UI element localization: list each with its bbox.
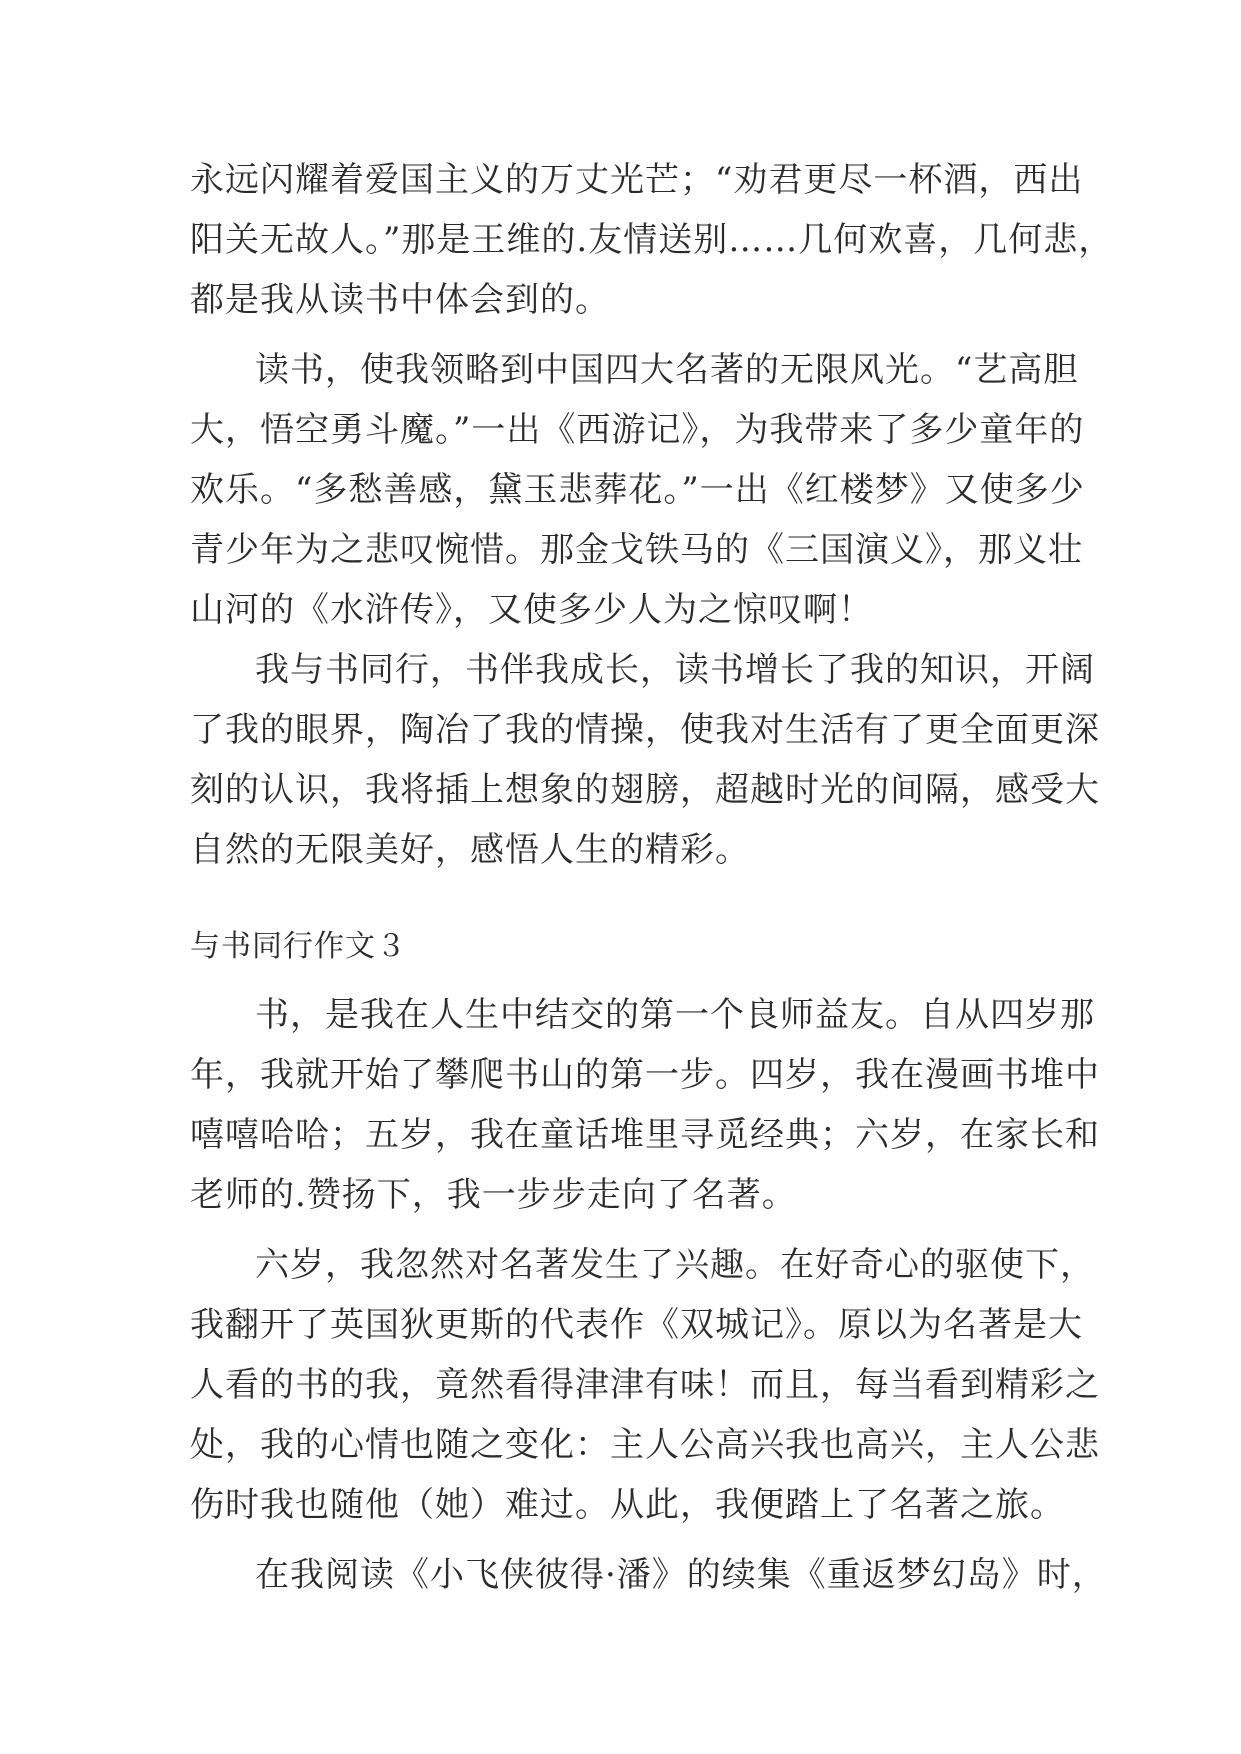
paragraph-first-line: 书，是我在人生中结交的第一个良师益友。自从四岁那 (255, 995, 1095, 1035)
paragraph-first-line: 我与书同行，书伴我成长，读书增长了我的知识，开阔 (255, 650, 1095, 690)
body-text-line: 都是我从读书中体会到的。 (190, 280, 610, 320)
body-text-line: 自然的无限美好，感悟人生的精彩。 (190, 830, 750, 870)
body-text-line: 年，我就开始了攀爬书山的第一步。四岁，我在漫画书堆中 (190, 1055, 1100, 1095)
body-text-line: 刻的认识，我将插上想象的翅膀，超越时光的间隔，感受大 (190, 770, 1100, 810)
body-text-line: 人看的书的我，竟然看得津津有味！而且，每当看到精彩之 (190, 1365, 1100, 1405)
paragraph-first-line: 在我阅读《小飞侠彼得·潘》的续集《重返梦幻岛》时， (255, 1555, 1107, 1595)
paragraph-first-line: 读书，使我领略到中国四大名著的无限风光。“艺高胆 (255, 350, 1079, 390)
body-text-line: 了我的眼界，陶冶了我的情操，使我对生活有了更全面更深 (190, 710, 1100, 750)
body-text-line: 欢乐。“多愁善感，黛玉悲葬花。”一出《红楼梦》又使多少 (190, 470, 1085, 510)
paragraph-first-line: 六岁，我忽然对名著发生了兴趣。在好奇心的驱使下， (255, 1245, 1095, 1285)
body-text-line: 伤时我也随他（她）难过。从此，我便踏上了名著之旅。 (190, 1485, 1065, 1525)
body-text-line: 老师的.赞扬下，我一步步走向了名著。 (190, 1175, 797, 1215)
body-text-line: 处，我的心情也随之变化：主人公高兴我也高兴，主人公悲 (190, 1425, 1100, 1465)
body-text-line: 阳关无故人。”那是王维的.友情送别……几何欢喜，几何悲， (190, 220, 1114, 260)
body-text-line: 嘻嘻哈哈；五岁，我在童话堆里寻觅经典；六岁，在家长和 (190, 1115, 1100, 1155)
body-text-line: 青少年为之悲叹惋惜。那金戈铁马的《三国演义》，那义壮 (190, 530, 1083, 570)
body-text-line: 永远闪耀着爱国主义的万丈光芒；“劝君更尽一杯酒，西出 (190, 160, 1084, 200)
body-text-line: 大，悟空勇斗魔。”一出《西游记》，为我带来了多少童年的 (190, 410, 1085, 450)
body-text-line: 我翻开了英国狄更斯的代表作《双城记》。原以为名著是大 (190, 1305, 1083, 1345)
section-heading: 与书同行作文３ (190, 929, 407, 964)
body-text-line: 山河的《水浒传》，又使多少人为之惊叹啊！ (190, 590, 873, 630)
